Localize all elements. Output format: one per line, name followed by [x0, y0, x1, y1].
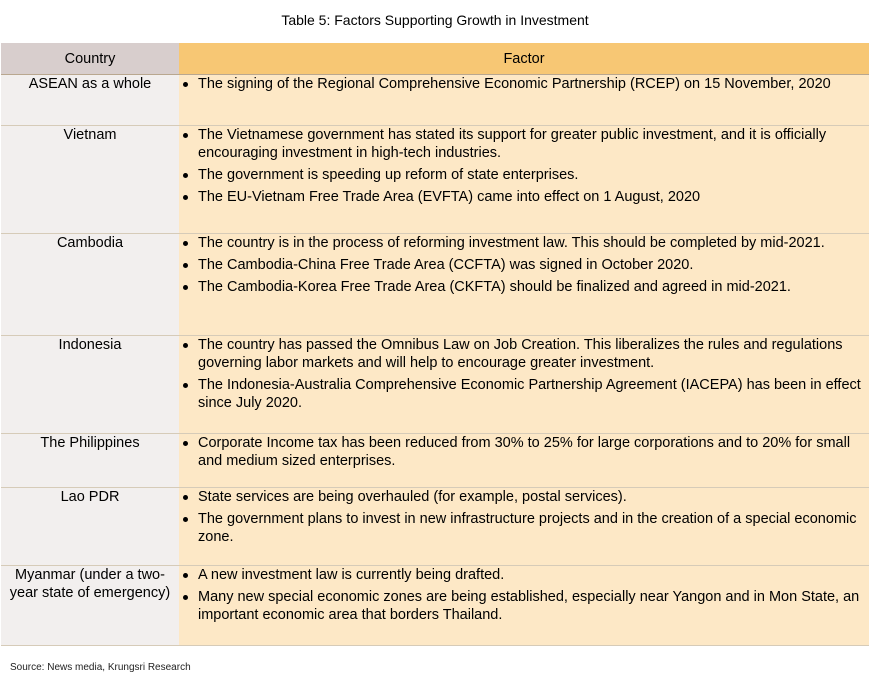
factor-text: The signing of the Regional Comprehensive Economic Partnership (RCEP) on 15 November, 2020 — [198, 76, 831, 92]
bullet-icon — [183, 241, 188, 246]
list-item — [179, 75, 869, 93]
table-row — [1, 488, 869, 566]
country-cell: Myanmar (under a two-year state of emergency) — [1, 566, 179, 646]
factor-cell — [179, 126, 869, 234]
list-item — [179, 588, 869, 624]
factor-text: The Vietnamese government has stated its support for greater public investment, and it is officially encouraging investment in high-tech industries. — [198, 127, 827, 161]
factor-list — [179, 434, 869, 470]
country-cell: The Philippines — [1, 434, 179, 488]
bullet-icon — [183, 343, 188, 348]
factor-cell — [179, 566, 869, 646]
list-item — [179, 510, 869, 546]
list-item — [179, 166, 869, 184]
list-item — [179, 336, 869, 372]
bullet-icon — [183, 133, 188, 138]
source-note: Source: News media, Krungsri Research — [10, 662, 191, 673]
factor-cell — [179, 434, 869, 488]
list-item — [179, 566, 869, 584]
table-row — [1, 336, 869, 434]
bullet-icon — [183, 173, 188, 178]
bullet-icon — [183, 517, 188, 522]
country-cell: Lao PDR — [1, 488, 179, 566]
factor-list — [179, 336, 869, 412]
factor-list — [179, 566, 869, 624]
factor-list — [179, 234, 869, 296]
factors-table — [1, 43, 869, 646]
factor-column-header: Factor — [179, 43, 869, 75]
factor-text: The government plans to invest in new infrastructure projects and in the creation of a special economic zone. — [198, 511, 857, 545]
country-cell: Indonesia — [1, 336, 179, 434]
bullet-icon — [183, 595, 188, 600]
country-cell: Vietnam — [1, 126, 179, 234]
bullet-icon — [183, 195, 188, 200]
factor-list — [179, 488, 869, 546]
factor-text: The Indonesia-Australia Comprehensive Economic Partnership Agreement (IACEPA) has been in effect since July 2020. — [198, 377, 861, 411]
table-row — [1, 434, 869, 488]
list-item — [179, 376, 869, 412]
factor-list — [179, 126, 869, 206]
list-item — [179, 126, 869, 162]
country-cell: Cambodia — [1, 234, 179, 336]
list-item — [179, 488, 869, 506]
table-row — [1, 75, 869, 126]
factor-list — [179, 75, 869, 93]
country-column-header: Country — [1, 43, 179, 75]
header-row — [1, 43, 869, 75]
factor-text: State services are being overhauled (for example, postal services). — [198, 489, 627, 505]
factor-text: The Cambodia-China Free Trade Area (CCFTA) was signed in October 2020. — [198, 257, 694, 273]
bullet-icon — [183, 441, 188, 446]
bullet-icon — [183, 383, 188, 388]
list-item — [179, 278, 869, 296]
factor-text: A new investment law is currently being drafted. — [198, 567, 505, 583]
table-row — [1, 126, 869, 234]
list-item — [179, 256, 869, 274]
table-title: Table 5: Factors Supporting Growth in Investment — [281, 12, 589, 28]
bullet-icon — [183, 285, 188, 290]
factor-text: Corporate Income tax has been reduced from 30% to 25% for large corporations and to 20% for small and medium sized enterprises. — [198, 435, 851, 469]
factor-cell — [179, 336, 869, 434]
factor-text: The country has passed the Omnibus Law on Job Creation. This liberalizes the rules and regulations governing labor markets and will help to encourage greater investment. — [198, 337, 843, 371]
bullet-icon — [183, 573, 188, 578]
factor-cell — [179, 75, 869, 126]
factor-text: The government is speeding up reform of state enterprises. — [198, 167, 579, 183]
factor-text: The Cambodia-Korea Free Trade Area (CKFTA) should be finalized and agreed in mid-2021. — [198, 279, 791, 295]
bullet-icon — [183, 263, 188, 268]
bullet-icon — [183, 82, 188, 87]
list-item — [179, 234, 869, 252]
table-row — [1, 234, 869, 336]
country-cell: ASEAN as a whole — [1, 75, 179, 126]
factor-cell — [179, 488, 869, 566]
factor-text: The country is in the process of reforming investment law. This should be completed by mid-2021. — [198, 235, 825, 251]
list-item — [179, 434, 869, 470]
table-row — [1, 566, 869, 646]
factor-text: The EU-Vietnam Free Trade Area (EVFTA) came into effect on 1 August, 2020 — [198, 189, 701, 205]
factor-text: Many new special economic zones are being established, especially near Yangon and in Mon State, an important economic area that borders Thailand. — [198, 589, 860, 623]
factor-cell — [179, 234, 869, 336]
bullet-icon — [183, 495, 188, 500]
list-item — [179, 188, 869, 206]
